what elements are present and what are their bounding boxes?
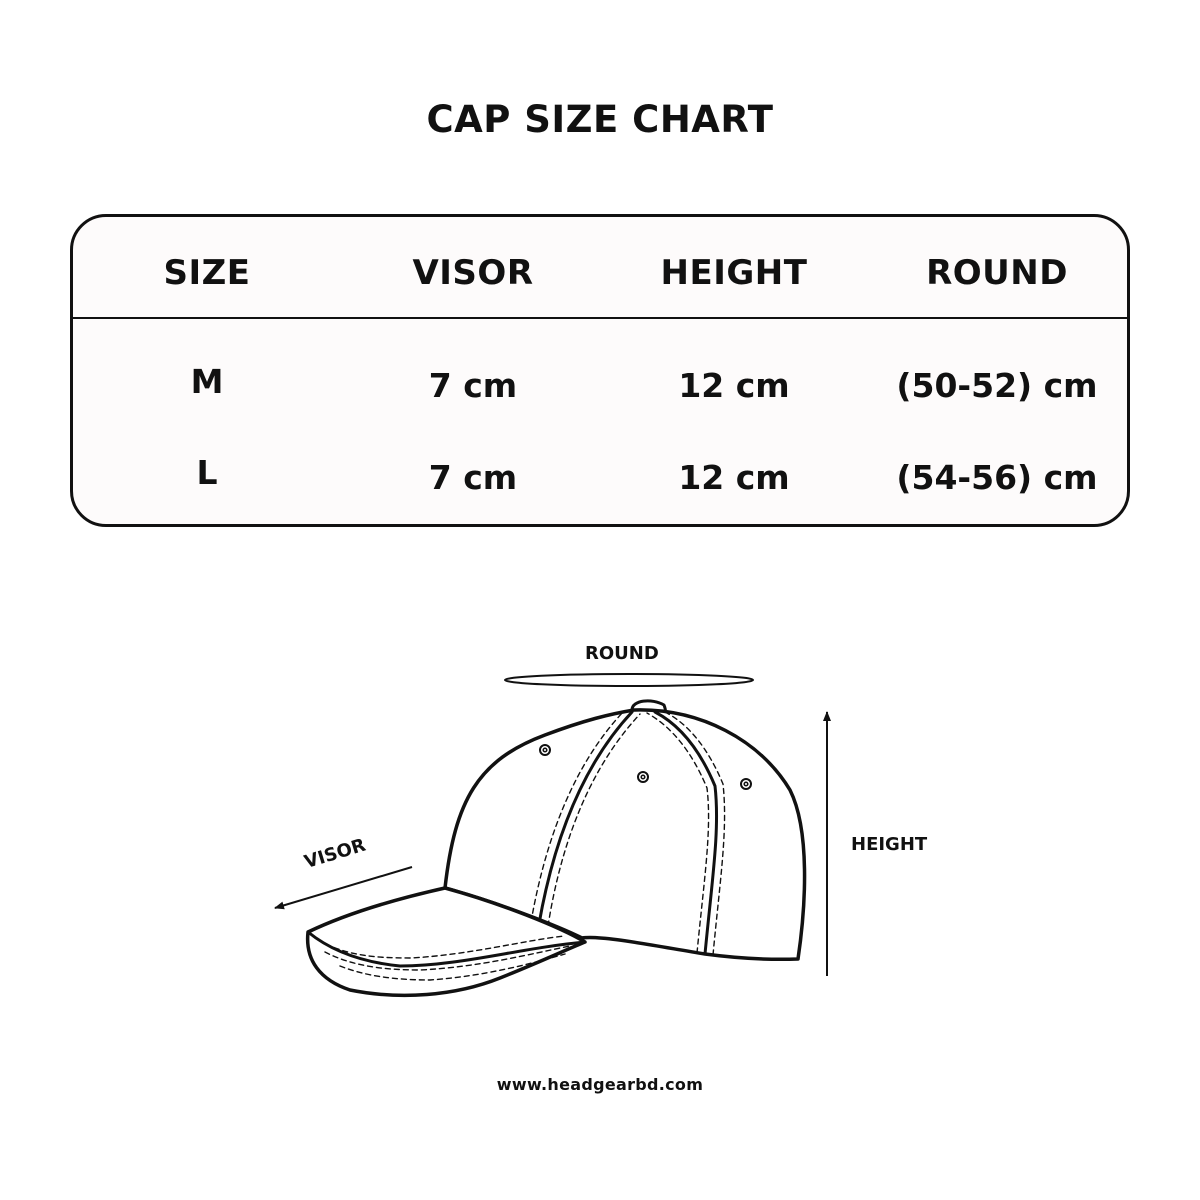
round-measure-ellipse [505,674,753,686]
visor-label: VISOR [302,834,369,874]
column-header-size: SIZE [163,253,251,293]
row-l-size: L [196,453,218,492]
row-l-round: (54-56) cm [896,458,1098,497]
row-l-visor: 7 cm [428,458,518,497]
website-url: www.headgearbd.com [496,1075,704,1094]
row-m-size: M [190,362,224,401]
row-m-visor: 7 cm [428,366,518,405]
column-header-round: ROUND [926,253,1068,293]
page-title: CAP SIZE CHART [426,98,774,141]
row-m-height: 12 cm [678,366,790,405]
row-m-round: (50-52) cm [896,366,1098,405]
cap-icon [308,701,805,996]
column-header-height: HEIGHT [660,253,808,293]
row-l-height: 12 cm [678,458,790,497]
height-label: HEIGHT [851,834,928,855]
round-label: ROUND [585,643,659,664]
column-header-visor: VISOR [412,253,534,293]
